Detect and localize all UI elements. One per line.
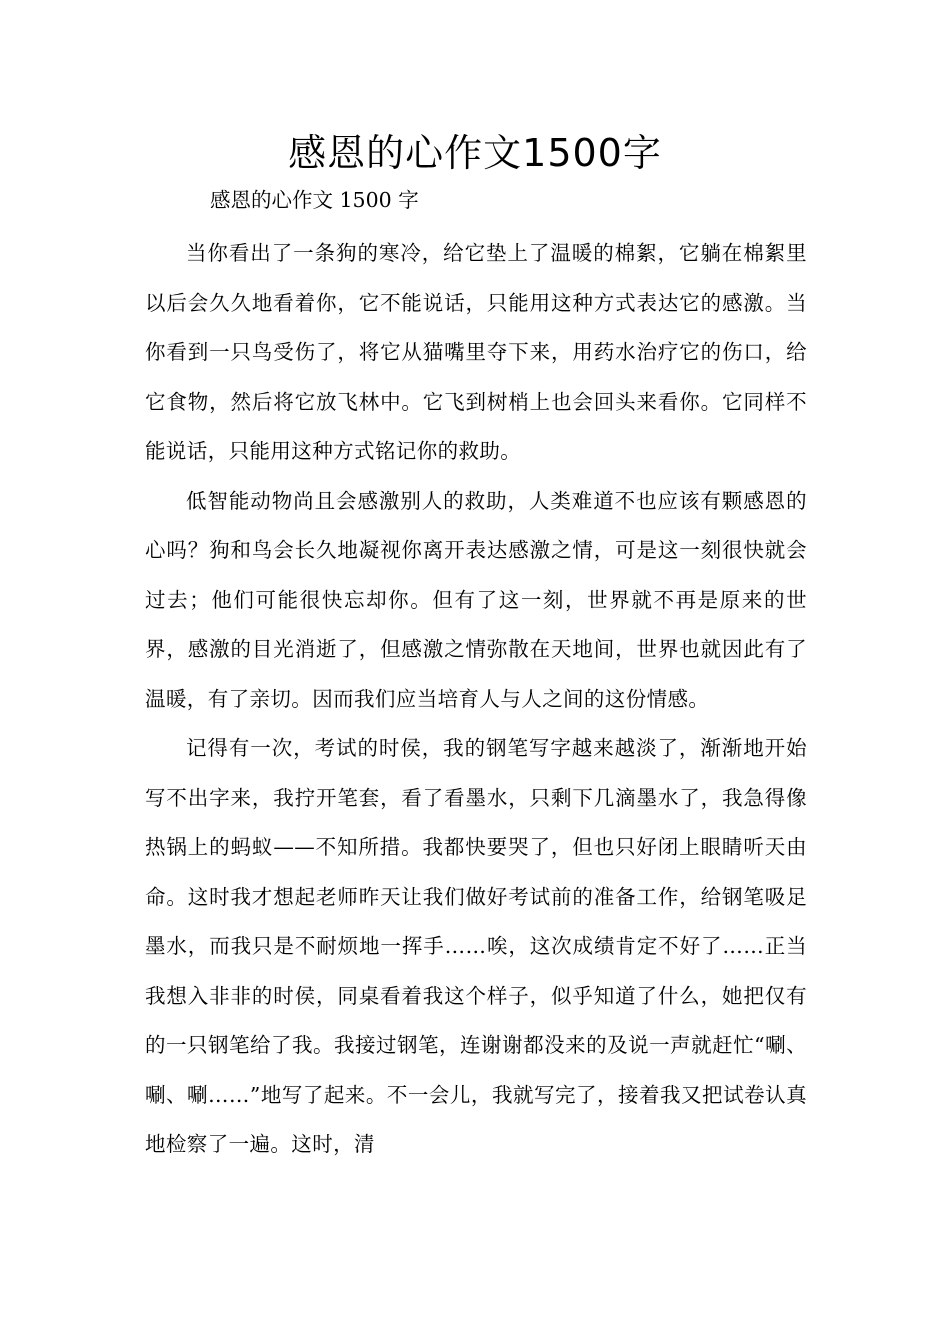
document-title: 感恩的心作文1500字: [288, 131, 662, 175]
paragraph: 当你看出了一条狗的寒冷，给它垫上了温暖的棉絮，它躺在棉絮里以后会久久地看着你，它不能说话，只能用这种方式表达它的感激。当你看到一只鸟受伤了，将它从猫嘴里夺下来，用药水治疗它的伤口，给它食物，然后将它放飞林中。它飞到树梢上也会回头来看你。它同样不能说话，只能用这种方式铭记你的救助。: [145, 241, 807, 463]
paragraph: 低智能动物尚且会感激别人的救助，人类难道不也应该有颗感恩的心吗？狗和鸟会长久地凝视你离开表达感激之情，可是这一刻很快就会过去；他们可能很快忘却你。但有了这一刻，世界就不再是原来的世界，感激的目光消逝了，但感激之情弥散在天地间，世界也就因此有了温暖，有了亲切。因而我们应当培育人与人之间的这份情感。: [145, 488, 807, 711]
document-body: [145, 181, 807, 1170]
paragraph: 记得有一次，考试的时侯，我的钢笔写字越来越淡了，渐渐地开始写不出字来，我拧开笔套，看了看墨水，只剩下几滴墨水了，我急得像热锅上的蚂蚁——不知所措。我都快要哭了，但也只好闭上眼睛听天由命。这时我才想起老师昨天让我们做好考试前的准备工作，给钢笔吸足墨水，而我只是不耐烦地一挥手……唉，这次成绩肯定不好了……正当我想入非非的时侯，同桌看着我这个样子，似乎知道了什么，她把仅有的一只钢笔给了我。我接过钢笔，连谢谢都没来的及说一声就赶忙“唰、唰、唰……”地写了起来。不一会儿，我就写完了，接着我又把试卷认真地检察了一遍。这时，清: [145, 736, 807, 1156]
document-subtitle: 感恩的心作文 1500 字: [210, 188, 419, 212]
